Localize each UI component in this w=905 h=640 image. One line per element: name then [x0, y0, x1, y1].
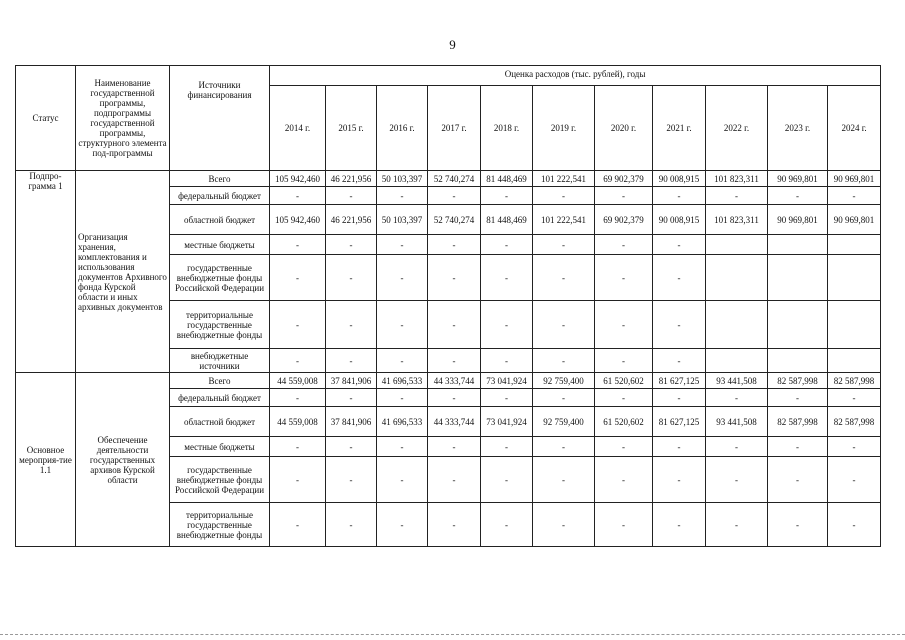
- section-status: Подпро-грамма 1: [16, 171, 76, 373]
- funding-source: территориальные государственные внебюджетные фонды: [170, 503, 270, 547]
- expense-value: -: [828, 187, 881, 205]
- expense-value: -: [828, 389, 881, 407]
- expense-value: -: [428, 503, 481, 547]
- page-number: 9: [449, 37, 456, 52]
- expense-value: 44 559,008: [270, 373, 326, 389]
- expense-value: -: [533, 235, 595, 255]
- expense-value: 90 969,801: [828, 205, 881, 235]
- expense-value: -: [481, 457, 533, 503]
- page-bottom-rule: [0, 634, 905, 636]
- expense-value: -: [768, 389, 828, 407]
- expense-value: -: [653, 187, 706, 205]
- expense-value: 93 441,508: [706, 373, 768, 389]
- expense-value: -: [377, 187, 428, 205]
- table-row: [16, 373, 881, 389]
- expense-value: -: [653, 503, 706, 547]
- expense-value: 92 759,400: [533, 407, 595, 437]
- expense-value: -: [481, 349, 533, 373]
- expense-value: 69 902,379: [595, 205, 653, 235]
- expense-value: -: [828, 503, 881, 547]
- header-year: 2024 г.: [828, 86, 881, 171]
- expense-value: -: [533, 389, 595, 407]
- header-year: 2017 г.: [428, 86, 481, 171]
- expense-value: -: [326, 389, 377, 407]
- funding-source: местные бюджеты: [170, 437, 270, 457]
- expense-value: 50 103,397: [377, 205, 428, 235]
- expense-value: -: [326, 503, 377, 547]
- section-status: Основное мероприя-тие 1.1: [16, 373, 76, 547]
- expense-value: 44 559,008: [270, 407, 326, 437]
- expense-value: 61 520,602: [595, 407, 653, 437]
- expense-value: 37 841,906: [326, 407, 377, 437]
- expense-value: 101 823,311: [706, 171, 768, 187]
- expense-value: -: [377, 301, 428, 349]
- section-program-name: Организация хранения, комплектования и использования документов Архивного фонда Курской области и иных архивных документов: [76, 171, 170, 373]
- expense-value: -: [428, 301, 481, 349]
- expense-value: -: [828, 457, 881, 503]
- expense-value: -: [595, 235, 653, 255]
- expense-value: [706, 255, 768, 301]
- expense-value: 82 587,998: [828, 407, 881, 437]
- expense-value: 101 823,311: [706, 205, 768, 235]
- expense-value: -: [428, 255, 481, 301]
- expense-value: [706, 349, 768, 373]
- header-year: 2022 г.: [706, 86, 768, 171]
- expense-value: -: [653, 255, 706, 301]
- expense-value: 81 627,125: [653, 407, 706, 437]
- funding-source: федеральный бюджет: [170, 187, 270, 205]
- expense-value: 37 841,906: [326, 373, 377, 389]
- expense-value: 82 587,998: [768, 407, 828, 437]
- funding-source: областной бюджет: [170, 205, 270, 235]
- expense-value: -: [481, 437, 533, 457]
- expense-value: -: [595, 437, 653, 457]
- expense-value: -: [377, 349, 428, 373]
- expense-value: -: [481, 389, 533, 407]
- section-program-name: Обеспечение деятельности государственных архивов Курской области: [76, 373, 170, 547]
- expense-value: [828, 301, 881, 349]
- expense-value: -: [428, 187, 481, 205]
- expense-value: 61 520,602: [595, 373, 653, 389]
- expense-value: -: [270, 389, 326, 407]
- expense-value: -: [270, 457, 326, 503]
- expense-value: -: [653, 389, 706, 407]
- header-year: 2020 г.: [595, 86, 653, 171]
- expense-value: -: [326, 301, 377, 349]
- expense-value: -: [768, 457, 828, 503]
- expense-value: -: [706, 187, 768, 205]
- expense-value: -: [768, 503, 828, 547]
- expense-value: -: [481, 255, 533, 301]
- expense-value: 81 627,125: [653, 373, 706, 389]
- expense-value: -: [377, 389, 428, 407]
- expense-value: -: [428, 389, 481, 407]
- expense-value: -: [428, 235, 481, 255]
- expense-value: 52 740,274: [428, 171, 481, 187]
- expense-value: -: [653, 235, 706, 255]
- expense-value: 90 969,801: [828, 171, 881, 187]
- expense-value: -: [377, 503, 428, 547]
- expense-value: -: [481, 301, 533, 349]
- expense-value: -: [326, 457, 377, 503]
- expense-value: -: [326, 437, 377, 457]
- expense-value: 101 222,541: [533, 171, 595, 187]
- expense-value: 52 740,274: [428, 205, 481, 235]
- expense-value: 73 041,924: [481, 407, 533, 437]
- funding-source: Всего: [170, 373, 270, 389]
- funding-source: государственные внебюджетные фонды Российской Федерации: [170, 457, 270, 503]
- expense-value: -: [428, 349, 481, 373]
- expense-value: -: [595, 301, 653, 349]
- expense-value: -: [481, 235, 533, 255]
- expense-value: -: [481, 187, 533, 205]
- expense-value: [706, 301, 768, 349]
- expense-value: 81 448,469: [481, 205, 533, 235]
- expense-value: 44 333,744: [428, 373, 481, 389]
- expense-value: 90 969,801: [768, 205, 828, 235]
- expense-value: -: [533, 437, 595, 457]
- budget-table: [15, 65, 881, 547]
- header-year: 2021 г.: [653, 86, 706, 171]
- funding-source: внебюджетные источники: [170, 349, 270, 373]
- expense-value: [706, 235, 768, 255]
- expense-value: -: [653, 349, 706, 373]
- expense-value: -: [595, 255, 653, 301]
- header-year: 2018 г.: [481, 86, 533, 171]
- funding-source: Всего: [170, 171, 270, 187]
- expense-value: -: [653, 437, 706, 457]
- expense-value: 81 448,469: [481, 171, 533, 187]
- expense-value: 82 587,998: [768, 373, 828, 389]
- expense-value: -: [653, 301, 706, 349]
- header-year: 2015 г.: [326, 86, 377, 171]
- expense-value: -: [533, 349, 595, 373]
- header-year: 2016 г.: [377, 86, 428, 171]
- table-row: [16, 171, 881, 187]
- expense-value: -: [706, 457, 768, 503]
- expense-value: 90 008,915: [653, 171, 706, 187]
- expense-value: 90 008,915: [653, 205, 706, 235]
- funding-source: федеральный бюджет: [170, 389, 270, 407]
- expense-value: -: [326, 235, 377, 255]
- expense-value: -: [377, 457, 428, 503]
- expense-value: -: [270, 301, 326, 349]
- expense-value: -: [533, 457, 595, 503]
- expense-value: 90 969,801: [768, 171, 828, 187]
- expense-value: -: [828, 437, 881, 457]
- expense-value: -: [270, 255, 326, 301]
- expense-value: -: [377, 255, 428, 301]
- expense-value: -: [326, 255, 377, 301]
- expense-value: -: [377, 235, 428, 255]
- header-year: 2014 г.: [270, 86, 326, 171]
- expense-value: -: [533, 301, 595, 349]
- expense-value: -: [270, 503, 326, 547]
- expense-value: 41 696,533: [377, 373, 428, 389]
- expense-value: -: [595, 389, 653, 407]
- expense-value: -: [533, 503, 595, 547]
- header-year: 2023 г.: [768, 86, 828, 171]
- expense-value: 41 696,533: [377, 407, 428, 437]
- expense-value: -: [428, 437, 481, 457]
- header-funding-source: Источники финансирования: [170, 66, 270, 171]
- expense-value: 92 759,400: [533, 373, 595, 389]
- funding-source: территориальные государственные внебюджетные фонды: [170, 301, 270, 349]
- expense-value: 46 221,956: [326, 205, 377, 235]
- expense-value: [828, 255, 881, 301]
- expense-value: -: [595, 457, 653, 503]
- expense-value: -: [481, 503, 533, 547]
- expense-value: -: [270, 437, 326, 457]
- expense-value: 105 942,460: [270, 205, 326, 235]
- expense-value: 46 221,956: [326, 171, 377, 187]
- expense-value: -: [653, 457, 706, 503]
- expense-value: -: [768, 187, 828, 205]
- expense-value: -: [595, 187, 653, 205]
- expense-value: -: [706, 503, 768, 547]
- expense-value: 105 942,460: [270, 171, 326, 187]
- expense-value: -: [706, 389, 768, 407]
- expense-value: -: [428, 457, 481, 503]
- expense-value: -: [326, 349, 377, 373]
- expense-value: -: [270, 235, 326, 255]
- expense-value: -: [533, 255, 595, 301]
- funding-source: местные бюджеты: [170, 235, 270, 255]
- expense-value: [828, 349, 881, 373]
- expense-value: [768, 349, 828, 373]
- expense-value: -: [533, 187, 595, 205]
- expense-value: -: [595, 349, 653, 373]
- expense-value: 69 902,379: [595, 171, 653, 187]
- expense-value: 93 441,508: [706, 407, 768, 437]
- expense-value: -: [326, 187, 377, 205]
- expense-value: 82 587,998: [828, 373, 881, 389]
- funding-source: государственные внебюджетные фонды Российской Федерации: [170, 255, 270, 301]
- expense-value: [768, 301, 828, 349]
- header-expenditure: Оценка расходов (тыс. рублей), годы: [270, 66, 881, 86]
- funding-source: областной бюджет: [170, 407, 270, 437]
- expense-value: 50 103,397: [377, 171, 428, 187]
- expense-value: -: [595, 503, 653, 547]
- header-program-name: Наименование государственной программы, подпрограммы государственной программы, структурного элемента под-программы: [76, 66, 170, 171]
- expense-value: -: [768, 437, 828, 457]
- header-status: Статус: [16, 66, 76, 171]
- expense-value: [768, 255, 828, 301]
- expense-value: -: [706, 437, 768, 457]
- expense-value: -: [377, 437, 428, 457]
- expense-value: [828, 235, 881, 255]
- expense-value: [768, 235, 828, 255]
- expense-value: -: [270, 187, 326, 205]
- expense-value: 73 041,924: [481, 373, 533, 389]
- expense-value: 101 222,541: [533, 205, 595, 235]
- header-year: 2019 г.: [533, 86, 595, 171]
- expense-value: 44 333,744: [428, 407, 481, 437]
- expense-value: -: [270, 349, 326, 373]
